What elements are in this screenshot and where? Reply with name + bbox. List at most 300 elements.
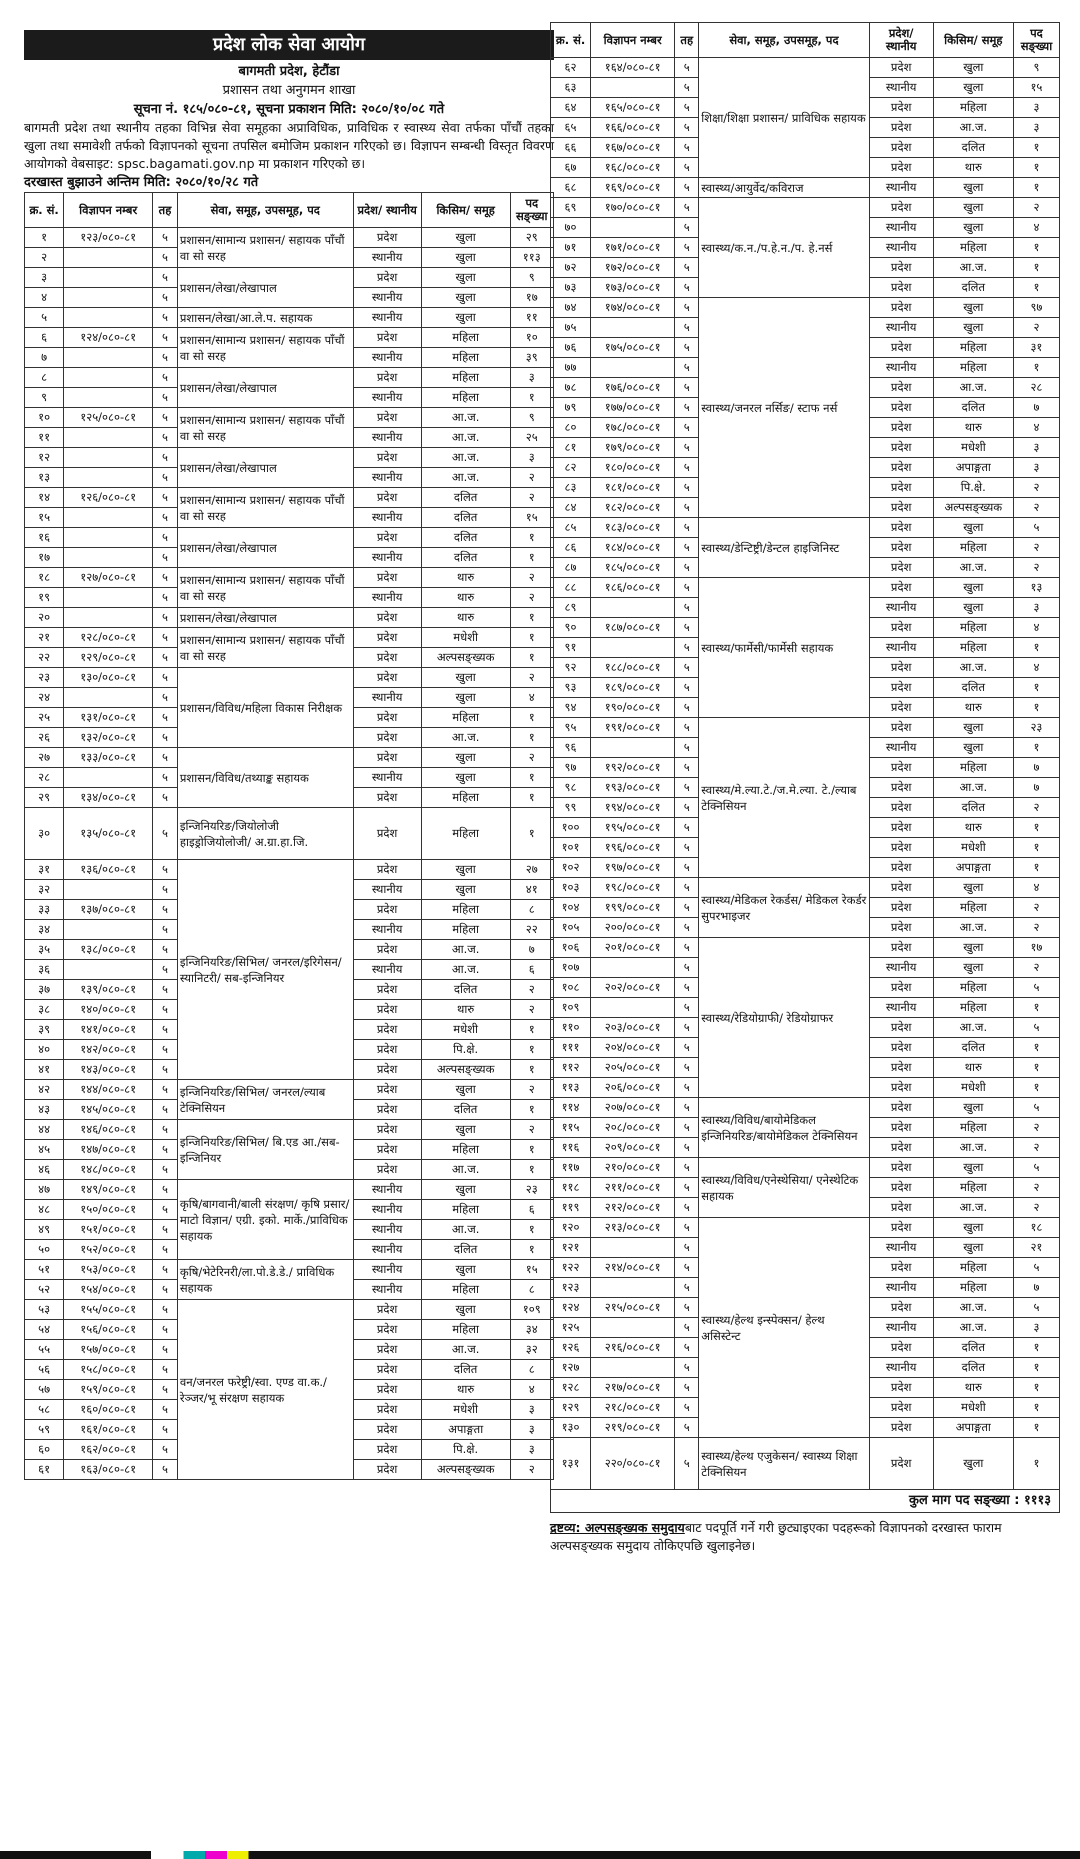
cell-type: प्रदेश [869,1258,933,1278]
cell-category: महिला [421,808,510,860]
cell-sn: ५३ [25,1300,64,1320]
cell-service: स्वास्थ्य/डेन्टिष्ट्री/डेन्टल हाइजिनिस्ट [699,518,869,578]
cell-category: आ.ज. [421,728,510,748]
cell-type: प्रदेश [353,1360,421,1380]
cell-adv-number: १५१/०८०-८१ [64,1220,153,1240]
cell-posts: ३९ [510,348,553,368]
cell-level: ५ [675,598,699,618]
notice-paragraph: बागमती प्रदेश तथा स्थानीय तहका विभिन्न सेवा समूहका अप्राविधिक, प्राविधिक र स्वास्थ्य सेवा तर्फका पाँचौं तहका खुला तथा समावेशी तर्फको विज्ञापनको सूचना तपसिल बमोजिम प्रकाशन गरिएको छ। विज्ञापन सम्बन्धी विस्तृत विवरण आयोगको वेबसाइट: spsc.bagamati.gov.np मा प्रकाशन गरिएको छ। [24,120,554,171]
cell-posts: ४ [1013,618,1059,638]
cell-sn: १२९ [551,1398,591,1418]
cell-sn: ४८ [25,1200,64,1220]
cell-posts: १ [1013,278,1059,298]
cell-adv-number: १६९/०८०-८१ [591,178,675,198]
cell-category: महिला [421,388,510,408]
cell-level: ५ [153,468,178,488]
cell-type: प्रदेश [353,648,421,668]
cell-type: प्रदेश [353,408,421,428]
cell-level: ५ [675,58,699,78]
cell-category: महिला [421,1320,510,1340]
cell-posts: ५ [1013,1098,1059,1118]
cell-category: थारु [933,698,1013,718]
cell-type: प्रदेश [869,898,933,918]
cell-type: प्रदेश [353,568,421,588]
cell-adv-number: १४६/०८०-८१ [64,1120,153,1140]
cell-category: मधेशी [933,1078,1013,1098]
right-column [550,22,1060,1555]
cell-adv-number: १९२/०८०-८१ [591,758,675,778]
cell-adv-number: १७८/०८०-८१ [591,418,675,438]
cell-category: थारु [421,588,510,608]
cell-level: ५ [153,608,178,628]
cell-sn: ४३ [25,1100,64,1120]
cell-adv-number [591,218,675,238]
cell-type: प्रदेश [869,1178,933,1198]
cell-sn: १०५ [551,918,591,938]
cell-posts: ८ [510,900,553,920]
cell-posts: ४ [510,1380,553,1400]
cell-level: ५ [675,318,699,338]
cell-posts: १ [510,388,553,408]
cell-type: प्रदेश [353,1120,421,1140]
cell-type: प्रदेश [353,668,421,688]
cell-type: स्थानीय [869,1278,933,1298]
cell-sn: ९३ [551,678,591,698]
cell-type: प्रदेश [353,1340,421,1360]
cell-adv-number [64,248,153,268]
cell-type: प्रदेश [353,1080,421,1100]
cell-type: प्रदेश [869,298,933,318]
cell-type: प्रदेश [353,900,421,920]
cell-service: प्रशासन/सामान्य प्रशासन/ सहायक पाँचौं वा सो सरह [177,568,353,608]
commission-title: प्रदेश लोक सेवा आयोग [24,30,554,60]
cell-sn: ७२ [551,258,591,278]
cell-posts: ३ [1013,1318,1059,1338]
cell-sn: १० [25,408,64,428]
cell-posts: ७ [510,940,553,960]
cell-posts: ३२ [510,1340,553,1360]
cell-adv-number: २११/०८०-८१ [591,1178,675,1198]
cell-posts: १ [1013,1438,1059,1490]
cell-posts: ३ [1013,458,1059,478]
cell-level: ५ [675,1378,699,1398]
cell-type: प्रदेश [869,398,933,418]
cell-category: खुला [421,880,510,900]
cell-category: खुला [421,288,510,308]
cell-posts: २ [510,1000,553,1020]
cell-level: ५ [153,860,178,880]
cell-level: ५ [153,408,178,428]
cell-posts: १ [510,648,553,668]
cell-level: ५ [153,1280,178,1300]
cell-level: ५ [153,748,178,768]
cell-category: खुला [933,198,1013,218]
table-row [25,368,554,388]
cell-category: थारु [933,1378,1013,1398]
cell-type: प्रदेश [869,1138,933,1158]
cell-type: प्रदेश [353,1380,421,1400]
cell-type: प्रदेश [869,1158,933,1178]
cell-level: ५ [153,488,178,508]
cell-sn: २८ [25,768,64,788]
cell-posts: १ [1013,678,1059,698]
cell-level: ५ [153,1040,178,1060]
cell-adv-number [64,428,153,448]
cell-type: प्रदेश [353,980,421,1000]
cell-level: ५ [153,308,178,328]
cell-type: प्रदेश [353,1460,421,1480]
cell-type: प्रदेश [869,838,933,858]
table-row [25,568,554,588]
cell-sn: १५ [25,508,64,528]
cell-adv-number: २१७/०८०-८१ [591,1378,675,1398]
col-header-service: सेवा, समूह, उपसमूह, पद [177,193,353,228]
cell-type: स्थानीय [869,78,933,98]
cell-adv-number: १९६/०८०-८१ [591,838,675,858]
cell-sn: ९५ [551,718,591,738]
cell-posts: १ [510,548,553,568]
cell-posts: ३४ [510,1320,553,1340]
cell-type: प्रदेश [869,918,933,938]
cell-adv-number: १३२/०८०-८१ [64,728,153,748]
cell-adv-number: १९५/०८०-८१ [591,818,675,838]
cell-sn: १३० [551,1418,591,1438]
cell-sn: ११ [25,428,64,448]
cell-level: ५ [153,1000,178,1020]
cell-level: ५ [153,388,178,408]
cell-adv-number: १३८/०८०-८१ [64,940,153,960]
col-header-type: प्रदेश/ स्थानीय [353,193,421,228]
cell-type: प्रदेश [869,258,933,278]
table-row [551,1098,1060,1118]
cell-sn: १२८ [551,1378,591,1398]
cell-adv-number: २०५/०८०-८१ [591,1058,675,1078]
cell-adv-number: १९८/०८०-८१ [591,878,675,898]
cell-adv-number [64,508,153,528]
table-row [551,58,1060,78]
cell-adv-number: २०४/०८०-८१ [591,1038,675,1058]
cell-adv-number [591,738,675,758]
cell-adv-number: २१६/०८०-८१ [591,1338,675,1358]
cell-posts: १ [1013,638,1059,658]
cell-service: प्रशासन/सामान्य प्रशासन/ सहायक पाँचौं वा सो सरह [177,488,353,528]
cell-adv-number: १८५/०८०-८१ [591,558,675,578]
cell-level: ५ [153,960,178,980]
cell-sn: १८ [25,568,64,588]
table-row [25,608,554,628]
cell-posts: ३ [1013,98,1059,118]
cell-sn: २१ [25,628,64,648]
cell-service: स्वास्थ्य/रेडियोग्राफी/ रेडियोग्राफर [699,938,869,1098]
cell-type: प्रदेश [353,228,421,248]
cell-adv-number [64,768,153,788]
col-header-adv: विज्ञापन नम्बर [64,193,153,228]
cell-type: प्रदेश [869,858,933,878]
cell-sn: ८२ [551,458,591,478]
cell-posts: २ [1013,1178,1059,1198]
cell-posts: २ [510,588,553,608]
print-color-strip [0,1851,1080,1859]
cell-sn: २६ [25,728,64,748]
cell-posts: १ [510,628,553,648]
cell-level: ५ [675,1078,699,1098]
cell-sn: ७ [25,348,64,368]
cell-level: ५ [153,1160,178,1180]
cell-level: ५ [153,1460,178,1480]
cell-type: स्थानीय [869,738,933,758]
cell-category: खुला [421,1080,510,1100]
cell-type: स्थानीय [353,508,421,528]
cell-posts: ८ [510,1280,553,1300]
col-header-level: तह [153,193,178,228]
cell-posts: १ [1013,698,1059,718]
cell-level: ५ [675,618,699,638]
cell-category: आ.ज. [933,558,1013,578]
table-row [551,1438,1060,1490]
cell-level: ५ [675,1418,699,1438]
cell-sn: १२२ [551,1258,591,1278]
cell-adv-number: १६४/०८०-८१ [591,58,675,78]
cell-level: ५ [675,1218,699,1238]
cell-adv-number [64,368,153,388]
cell-sn: ६० [25,1440,64,1460]
table-row [25,408,554,428]
cell-adv-number: १६७/०८०-८१ [591,138,675,158]
cell-level: ५ [675,1178,699,1198]
cell-service: प्रशासन/लेखा/लेखापाल [177,448,353,488]
cell-category: खुला [933,578,1013,598]
cell-sn: ५७ [25,1380,64,1400]
cell-sn: ३८ [25,1000,64,1020]
cell-type: स्थानीय [869,598,933,618]
cell-category: महिला [933,978,1013,998]
cell-level: ५ [153,1240,178,1260]
cell-posts: १ [510,1020,553,1040]
cell-posts: २ [510,748,553,768]
col-header-adv: विज्ञापन नम्बर [591,23,675,58]
cell-sn: ४७ [25,1180,64,1200]
cell-level: ५ [675,958,699,978]
cell-posts: १ [510,728,553,748]
cell-type: स्थानीय [353,468,421,488]
cell-adv-number: १८९/०८०-८१ [591,678,675,698]
cell-type: प्रदेश [353,488,421,508]
cell-category: खुला [421,1180,510,1200]
cell-posts: १७ [510,288,553,308]
cell-level: ५ [675,1058,699,1078]
cell-adv-number: १३६/०८०-८१ [64,860,153,880]
cell-type: प्रदेश [869,58,933,78]
cell-sn: ९९ [551,798,591,818]
cell-adv-number: १२७/०८०-८१ [64,568,153,588]
cell-type: प्रदेश [353,940,421,960]
cell-category: आ.ज. [933,1198,1013,1218]
cell-type: प्रदेश [869,138,933,158]
cell-type: प्रदेश [353,628,421,648]
cell-category: खुला [933,1098,1013,1118]
cell-type: स्थानीय [353,920,421,940]
cell-posts: १ [1013,1358,1059,1378]
cell-adv-number: १४७/०८०-८१ [64,1140,153,1160]
cell-sn: १२ [25,448,64,468]
cell-category: दलित [933,1038,1013,1058]
cell-sn: ५० [25,1240,64,1260]
cell-type: प्रदेश [869,1018,933,1038]
table-row [551,718,1060,738]
cell-sn: ९६ [551,738,591,758]
cell-level: ५ [675,1398,699,1418]
cell-adv-number: १४९/०८०-८१ [64,1180,153,1200]
cell-sn: ७३ [551,278,591,298]
left-column [24,22,554,1480]
cell-sn: १२७ [551,1358,591,1378]
cell-service: प्रशासन/लेखा/लेखापाल [177,268,353,308]
cell-sn: ६९ [551,198,591,218]
cell-sn: १९ [25,588,64,608]
cell-sn: ३३ [25,900,64,920]
cell-posts: १ [510,528,553,548]
cell-sn: १ [25,228,64,248]
cell-posts: ३ [510,448,553,468]
cell-type: स्थानीय [869,1318,933,1338]
cell-type: प्रदेश [869,618,933,638]
cell-adv-number: २०१/०८०-८१ [591,938,675,958]
cell-sn: ३१ [25,860,64,880]
cell-category: महिला [933,898,1013,918]
cell-level: ५ [675,138,699,158]
cell-posts: ९ [510,408,553,428]
cell-adv-number: १८२/०८०-८१ [591,498,675,518]
cell-sn: ७१ [551,238,591,258]
cell-category: दलित [933,278,1013,298]
cell-level: ५ [675,998,699,1018]
cell-type: प्रदेश [869,1398,933,1418]
cell-category: खुला [933,298,1013,318]
table-row [551,298,1060,318]
cell-posts: २५ [510,428,553,448]
cell-posts: ३१ [1013,338,1059,358]
cell-adv-number: १६६/०८०-८१ [591,118,675,138]
cell-level: ५ [675,1198,699,1218]
cell-category: दलित [421,1240,510,1260]
cell-type: प्रदेश [869,538,933,558]
cell-level: ५ [675,1278,699,1298]
cell-type: स्थानीय [869,1238,933,1258]
cell-type: प्रदेश [353,528,421,548]
cell-adv-number: १५३/०८०-८१ [64,1260,153,1280]
cell-category: थारु [933,818,1013,838]
cell-level: ५ [675,558,699,578]
cell-category: आ.ज. [421,1160,510,1180]
cell-category: महिला [933,238,1013,258]
cell-sn: ८९ [551,598,591,618]
cell-posts: १ [510,1220,553,1240]
cell-posts: १ [1013,1398,1059,1418]
cell-adv-number: २१४/०८०-८१ [591,1258,675,1278]
cell-category: आ.ज. [421,468,510,488]
cell-type: प्रदेश [353,1160,421,1180]
cell-sn: ५८ [25,1400,64,1420]
cell-category: मधेशी [421,1400,510,1420]
cell-type: प्रदेश [869,718,933,738]
cell-adv-number: १८१/०८०-८१ [591,478,675,498]
cell-adv-number: १४८/०८०-८१ [64,1160,153,1180]
cell-posts: ३ [1013,438,1059,458]
cell-posts: ४१ [510,880,553,900]
cell-type: स्थानीय [353,428,421,448]
cell-adv-number [591,1318,675,1338]
cell-adv-number [64,308,153,328]
table-row [25,1300,554,1320]
cell-level: ५ [153,248,178,268]
col-header-posts: पद सङ्ख्या [1013,23,1059,58]
table-row [25,668,554,688]
table-row [25,308,554,328]
cell-level: ५ [153,708,178,728]
cell-service: कृषि/भेटेरिनरी/ला.पो.डे.डे./ प्राविधिक सहायक [177,1260,353,1300]
cell-posts: १ [1013,138,1059,158]
cell-type: प्रदेश [869,1058,933,1078]
cell-sn: ५४ [25,1320,64,1340]
cell-category: खुला [933,958,1013,978]
cell-sn: ३९ [25,1020,64,1040]
cell-adv-number: १७७/०८०-८१ [591,398,675,418]
cell-adv-number: १७४/०८०-८१ [591,298,675,318]
cell-adv-number [64,388,153,408]
cell-adv-number: २०२/०८०-८१ [591,978,675,998]
cell-adv-number: १८३/०८०-८१ [591,518,675,538]
cell-posts: २१ [1013,1238,1059,1258]
cell-adv-number: १३७/०८०-८१ [64,900,153,920]
cell-posts: २ [510,468,553,488]
col-header-category: किसिम/ समूह [421,193,510,228]
cell-adv-number: १७६/०८०-८१ [591,378,675,398]
cell-level: ५ [675,218,699,238]
cell-level: ५ [153,1020,178,1040]
cell-posts: १ [1013,1038,1059,1058]
cell-sn: ९४ [551,698,591,718]
cell-type: प्रदेश [869,1338,933,1358]
cell-adv-number [64,348,153,368]
cell-posts: ७ [1013,398,1059,418]
cell-adv-number: १९७/०८०-८१ [591,858,675,878]
cell-sn: ८८ [551,578,591,598]
cell-service: प्रशासन/लेखा/लेखापाल [177,368,353,408]
cell-posts: १५ [1013,78,1059,98]
cell-category: खुला [933,938,1013,958]
cell-posts: १ [1013,998,1059,1018]
cell-category: खुला [933,518,1013,538]
cell-sn: ४९ [25,1220,64,1240]
cell-posts: २ [1013,558,1059,578]
cell-category: दलित [421,548,510,568]
cell-adv-number: १६१/०८०-८१ [64,1420,153,1440]
cell-category: अल्पसङ्ख्यक [421,648,510,668]
cell-category: आ.ज. [933,118,1013,138]
cell-sn: ११३ [551,1078,591,1098]
cell-type: प्रदेश [353,268,421,288]
cell-category: खुला [421,688,510,708]
cell-category: अपाङ्गता [421,1420,510,1440]
cell-adv-number [591,318,675,338]
cell-service: स्वास्थ्य/विविध/एनेस्थेसिया/ एनेस्थेटिक सहायक [699,1158,869,1218]
cell-level: ५ [153,648,178,668]
cell-level: ५ [153,1140,178,1160]
cell-level: ५ [153,1180,178,1200]
cell-adv-number [64,448,153,468]
cell-adv-number: १६०/०८०-८१ [64,1400,153,1420]
table-row [551,518,1060,538]
